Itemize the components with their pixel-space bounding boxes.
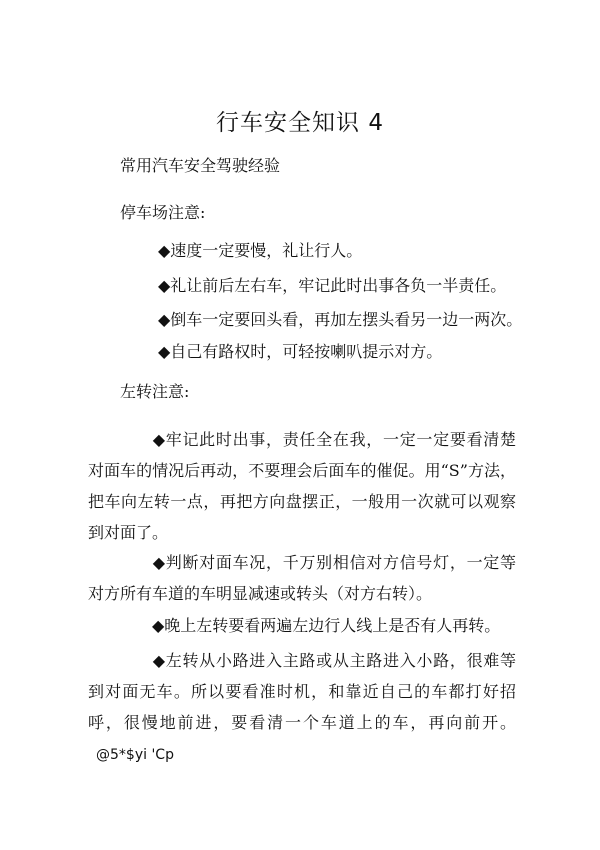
document-subtitle: 常用汽车安全驾驶经验 <box>120 156 281 175</box>
parking-item: ◆自己有路权时，可轻按喇叭提示对方。 <box>158 342 443 361</box>
left-turn-paragraph-text: ◆左转从小路进入主路或从主路进入小路，很难等到对面无车。所以要看准时机，和靠近自己的车都打好招呼，很慢地前进，要看清一个车道上的车，再向前开。 <box>88 651 516 732</box>
parking-item: ◆速度一定要慢，礼让行人。 <box>158 241 363 260</box>
parking-item: ◆倒车一定要回头看，再加左摆头看另一边一两次。 <box>158 310 523 329</box>
document-title: 行车安全知识 4 <box>216 110 384 136</box>
trailing-garbled-text: @5*$yi 'Cp <box>96 747 174 763</box>
left-turn-paragraph <box>88 610 516 641</box>
left-turn-paragraph <box>88 547 516 609</box>
section-heading-left-turn: 左转注意: <box>120 382 190 401</box>
left-turn-paragraph <box>88 645 516 771</box>
parking-item: ◆礼让前后左右车，牢记此时出事各负一半责任。 <box>158 276 507 295</box>
left-turn-paragraph-text: ◆牢记此时出事，责任全在我，一定一定要看清楚对面车的情况后再动，不要理会后面车的催促。用“S”方法，把车向左转一点，再把方向盘摆正，一般用一次就可以观察到对面了。 <box>88 430 516 542</box>
left-turn-paragraph-text: ◆晚上左转要看两遍左边行人线上是否有人再转。 <box>152 616 501 635</box>
left-turn-paragraph-text: ◆判断对面车况，千万别相信对方信号灯，一定等对方所有车道的车明显减速或转头（对方右转）。 <box>88 553 516 603</box>
left-turn-paragraph <box>88 424 516 548</box>
section-heading-parking: 停车场注意: <box>120 203 206 222</box>
